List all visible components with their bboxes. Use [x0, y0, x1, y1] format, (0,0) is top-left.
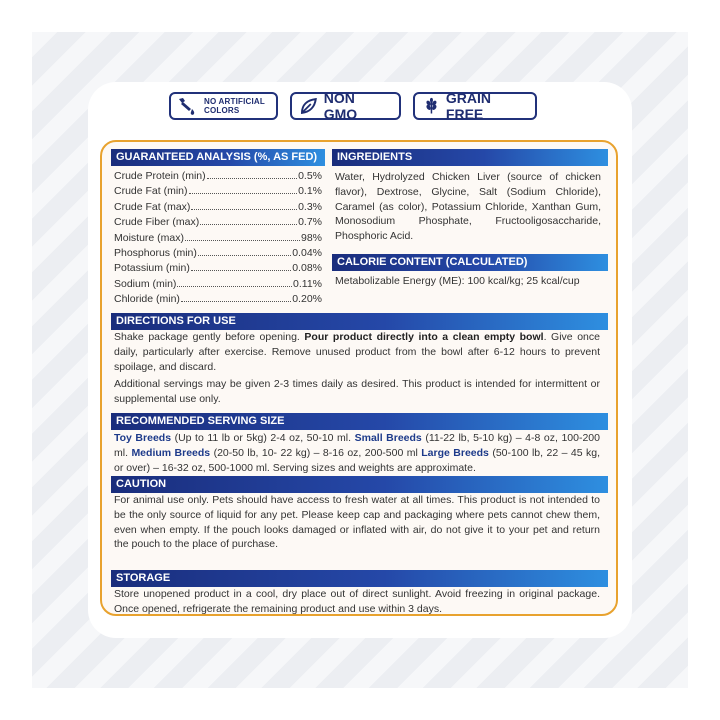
no-artificial-text: NO ARTIFICIAL	[204, 97, 265, 106]
analysis-label: Crude Protein (min)	[114, 170, 206, 182]
dot-leader	[207, 178, 297, 179]
guaranteed-analysis-header: GUARANTEED ANALYSIS (%, AS FED)	[111, 149, 325, 166]
dot-leader	[181, 301, 291, 302]
dot-leader	[198, 255, 291, 256]
analysis-value: 0.04%	[292, 246, 322, 259]
directions-text-b: . Give once daily, particularly after exercise. Remove unused product from the bowl after 6-12 hours to prevent spoilage, and discard.	[114, 331, 600, 373]
analysis-label: Phosphorus (min)	[114, 246, 197, 259]
guaranteed-analysis-table	[114, 169, 322, 308]
analysis-label: Crude Fiber (max)	[114, 216, 200, 229]
serving-size-text	[114, 431, 600, 475]
large-breeds-text: (50-100 lb, 22 – 45 kg, or over) – 16-32 oz, 500-1000 ml. Serving sizes and weights are approximate.	[114, 446, 600, 474]
dropper-icon	[176, 96, 198, 116]
analysis-row	[114, 169, 322, 184]
medium-breeds-label: Medium Breeds	[131, 446, 211, 459]
analysis-value: 98%	[300, 231, 322, 244]
analysis-label: Potassium (min)	[114, 262, 190, 275]
wheat-icon	[423, 97, 440, 115]
analysis-row	[114, 184, 322, 199]
analysis-label: Crude Fat (min)	[114, 185, 188, 198]
directions-header: DIRECTIONS FOR USE	[111, 313, 608, 330]
dot-leader	[191, 209, 297, 210]
dot-leader	[185, 240, 300, 241]
directions-additional-text: Additional servings may be given 2-3 times daily as desired. This product is intended for intermittent or supplemental use only.	[114, 378, 600, 405]
calorie-content-header: CALORIE CONTENT (CALCULATED)	[332, 254, 608, 271]
analysis-row	[114, 200, 322, 215]
analysis-row	[114, 215, 322, 230]
analysis-row	[114, 261, 322, 276]
analysis-label: Chloride (min)	[114, 293, 180, 306]
analysis-label: Moisture (max)	[114, 231, 185, 244]
analysis-label: Sodium (min)	[114, 277, 177, 290]
non-gmo-text: NON GMO	[323, 90, 358, 122]
analysis-row	[114, 231, 322, 246]
no-artificial-colors-badge	[169, 92, 278, 120]
storage-header: STORAGE	[111, 570, 608, 587]
small-breeds-text: (11-22 lb, 5-10 kg) – 4-8 oz, 100-200 ml.	[114, 432, 600, 459]
leaf-icon	[300, 97, 318, 115]
serving-size-header: RECOMMENDED SERVING SIZE	[111, 413, 608, 430]
analysis-value: 0.5%	[298, 170, 322, 182]
analysis-row	[114, 292, 322, 307]
caution-header: CAUTION	[111, 476, 608, 493]
dot-leader	[200, 224, 297, 225]
dot-leader	[189, 193, 298, 194]
directions-text	[114, 330, 600, 374]
directions-text-bold: Pour product directly into a clean empty bowl	[304, 331, 544, 343]
dot-leader	[191, 270, 291, 271]
analysis-row	[114, 277, 322, 292]
small-breeds-label: Small Breeds	[354, 432, 422, 444]
large-breeds-label: Large Breeds	[421, 446, 489, 459]
medium-breeds-text: (20-50 lb, 10- 22 kg) – 8-16 oz, 200-500 ml	[210, 446, 422, 459]
ingredients-header: INGREDIENTS	[332, 149, 608, 166]
analysis-row	[114, 246, 322, 261]
non-gmo-badge	[290, 92, 401, 120]
analysis-value: 0.11%	[293, 277, 322, 290]
grain-free-badge	[413, 92, 537, 120]
analysis-value: 0.7%	[298, 216, 322, 229]
analysis-value: 0.20%	[292, 293, 322, 306]
analysis-value: 0.1%	[298, 185, 322, 198]
colors-text: COLORS	[204, 106, 240, 115]
toy-breeds-text: (Up to 11 lb or 5kg) 2-4 oz, 50-10 ml.	[171, 432, 355, 444]
directions-text-a: Shake package gently before opening.	[114, 331, 305, 343]
ingredients-text: Water, Hydrolyzed Chicken Liver (source of chicken flavor), Dextrose, Glycine, Salt (Sodium Chloride), Caramel (as color), Potassium Chloride, Xanthan Gum, Monosodium Phosphate, Fructooligosaccharide, Phosphoric Acid.	[335, 171, 601, 243]
dot-leader	[177, 286, 292, 287]
caution-text: For animal use only. Pets should have access to fresh water at all times. This product is not intended to be the only source of liquid for any pet. Please keep cap and packaging where pets cannot chew them, even when empty. If the pouch looks damaged or inflated with air, do not give it to your pet and return the pouch to the place of purchase.	[114, 494, 600, 551]
toy-breeds-label: Toy Breeds	[114, 432, 172, 444]
storage-text: Store unopened product in a cool, dry place out of direct sunlight. Avoid freezing in original package. Once opened, refrigerate the remaining product and use within 3 days.	[114, 588, 600, 615]
grain-free-text: GRAIN FREE	[445, 90, 492, 122]
calorie-content-text: Metabolizable Energy (ME): 100 kcal/kg; 25 kcal/cup	[335, 275, 580, 287]
analysis-label: Crude Fat (max)	[114, 200, 191, 213]
analysis-value: 0.3%	[298, 200, 322, 213]
analysis-value: 0.08%	[292, 262, 322, 275]
